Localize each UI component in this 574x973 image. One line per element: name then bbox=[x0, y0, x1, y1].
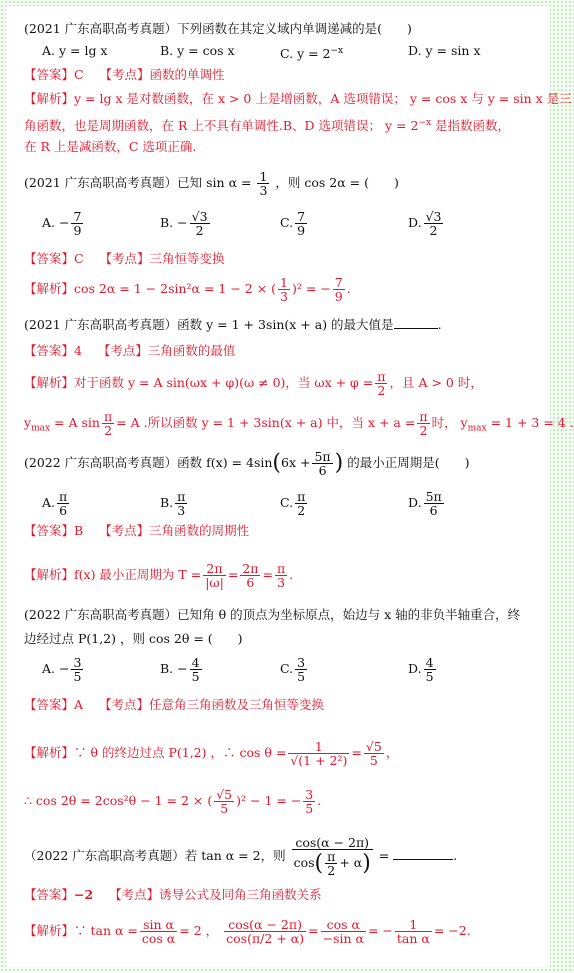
option-fraction bbox=[295, 210, 307, 237]
fraction-denominator: 2 bbox=[297, 503, 306, 518]
q6-answer: −2 bbox=[74, 887, 94, 902]
right-paren: ) bbox=[362, 851, 371, 876]
q4-option-b[interactable] bbox=[160, 490, 189, 517]
q3-stem: (2021 广东高职高考真题）函数 y = 1 + 3sin(x + a) 的最大值是 bbox=[24, 317, 394, 332]
fraction-denominator: 9 bbox=[73, 223, 82, 238]
q3-analysis-line-1 bbox=[24, 370, 536, 397]
point-tag: 【考点】 bbox=[98, 697, 149, 712]
q4-stem-tail: 的最小正周期是( ) bbox=[347, 455, 470, 470]
fraction-numerator: cos α bbox=[321, 918, 366, 932]
fraction-numerator: sin α bbox=[140, 918, 177, 932]
q3-answer: 4 bbox=[74, 343, 82, 358]
fraction-denominator: 3 bbox=[177, 503, 186, 518]
point-tag: 【考点】 bbox=[99, 251, 150, 266]
q1-analysis-line-1 bbox=[24, 90, 572, 108]
q1-answer: C bbox=[74, 67, 84, 82]
q1-point: 函数的单调性 bbox=[149, 67, 225, 82]
option-label: A. − bbox=[42, 215, 70, 230]
q1-option-c[interactable] bbox=[280, 42, 343, 63]
q3-point: 三角函数的最值 bbox=[147, 343, 236, 358]
q6-analysis-fraction-3 bbox=[321, 918, 366, 945]
fraction-denominator: 3 bbox=[277, 575, 286, 590]
subscript: max bbox=[31, 423, 51, 434]
option-label: C. bbox=[280, 215, 294, 230]
q3-analysis-fraction-2 bbox=[102, 410, 114, 437]
q6-analysis-2: = 2 ， bbox=[179, 923, 219, 938]
fraction-denominator: cos(π/2 + α) bbox=[226, 931, 305, 946]
q1-stem: (2021 广东高职高考真题）下列函数在其定义域内单调递减的是( ) bbox=[24, 21, 412, 36]
fraction-numerator: 7 bbox=[334, 275, 343, 290]
q6-analysis-fraction-4 bbox=[395, 918, 432, 945]
fraction-numerator: 1 bbox=[395, 918, 432, 932]
q4-answer-line bbox=[24, 522, 536, 540]
q4-analysis-fraction-1 bbox=[203, 562, 226, 589]
option-label: C. bbox=[280, 495, 294, 510]
option-label: B. − bbox=[160, 661, 188, 676]
fraction-numerator: π bbox=[419, 409, 428, 424]
q2-analysis: cos 2α = 1 − 2sin²α = 1 − 2 × ( bbox=[74, 281, 277, 296]
answer-tag: 【答案】 bbox=[24, 343, 75, 358]
fraction-denominator: 6 bbox=[246, 575, 255, 590]
analysis-tag: 【解析】 bbox=[24, 923, 75, 938]
fraction-denominator: 5 bbox=[297, 669, 306, 684]
q6-point: 诱导公式及同角三角函数关系 bbox=[159, 887, 322, 902]
fraction-denominator: 9 bbox=[297, 223, 306, 238]
q5-options bbox=[24, 656, 536, 692]
q2-option-d[interactable] bbox=[408, 210, 445, 237]
fraction-numerator: 3 bbox=[297, 655, 306, 670]
q3-analysis-line-2 bbox=[24, 409, 574, 438]
q4-answer: B bbox=[74, 523, 84, 538]
fraction-numerator: √3 bbox=[425, 209, 442, 224]
fraction-numerator: cos(α − 2π) bbox=[224, 918, 306, 932]
left-paren: ( bbox=[272, 450, 281, 476]
inner-fraction bbox=[325, 850, 337, 877]
fraction-denominator: 2 bbox=[419, 423, 428, 438]
q5-stem-line-1: (2022 广东高职高考真题）已知角 θ 的顶点为坐标原点，始边与 x 轴的非负半轴重合，终 bbox=[24, 607, 521, 622]
q6-analysis-fraction-1 bbox=[140, 918, 177, 945]
q3-analysis-2d: 时， y bbox=[431, 415, 468, 430]
option-fraction bbox=[175, 490, 187, 517]
point-tag: 【考点】 bbox=[99, 523, 150, 538]
q2-option-b[interactable] bbox=[160, 210, 212, 237]
q3-answer-blank[interactable] bbox=[394, 316, 438, 329]
q1-answer-line bbox=[24, 66, 536, 84]
option-label: D. bbox=[408, 495, 422, 510]
two-digit: 2 bbox=[264, 931, 273, 946]
option-fraction bbox=[71, 210, 83, 237]
fraction-denominator: 3 bbox=[259, 183, 268, 198]
fraction-denominator: 5 bbox=[369, 753, 378, 768]
q5-analysis-fraction-3 bbox=[214, 788, 234, 815]
q2-stem-line bbox=[24, 170, 536, 197]
fraction-numerator: π bbox=[103, 409, 113, 424]
q2-analysis-fraction-1 bbox=[278, 276, 290, 303]
q4-option-a[interactable] bbox=[42, 490, 71, 517]
q6-stem: （2022 广东高职高考真题）若 tan α = 2，则 bbox=[24, 848, 286, 863]
q1-option-d[interactable]: D. y = sin x bbox=[408, 43, 481, 58]
q5-answer-line bbox=[24, 696, 536, 714]
q3-analysis-2e: = 1 + 3 = 4 . bbox=[490, 415, 574, 430]
q4-stem-line bbox=[24, 450, 536, 477]
fraction-numerator: 3 bbox=[73, 655, 82, 670]
fraction-denominator: tan α bbox=[396, 931, 430, 946]
fraction-numerator: π bbox=[59, 489, 68, 504]
q4-analysis-fraction-3 bbox=[275, 562, 287, 589]
option-label: D. bbox=[408, 661, 422, 676]
fraction-denominator: 9 bbox=[334, 289, 343, 304]
fraction-denominator: −sin α bbox=[322, 931, 364, 946]
q6-analysis-line: 【解析】∵ tan α = $\frac{\text{sin α}}{\text{cos α}}$ = 2 ， $\frac{\cos(\alpha - 2\pi)}{\cos(\pi/2 + \alpha)}$ = $\frac{\text{cos α}}{\text{−sin α}}$ = − $\frac{1}{\text{tan α}}$ = −2. bbox=[24, 917, 471, 946]
q1-analysis-1: y = lg x 是对数函数，在 x > 0 上是增函数，A 选项错误； y = cos x 与 y = sin x 是三 bbox=[74, 91, 572, 106]
q1-option-b[interactable]: B. y = cos x bbox=[160, 43, 235, 58]
fraction-numerator: 4 bbox=[191, 655, 200, 670]
q1-analysis-2-exp: −x bbox=[418, 118, 432, 128]
point-tag: 【考点】 bbox=[99, 67, 150, 82]
q2-option-c[interactable] bbox=[280, 210, 309, 237]
fraction-numerator: 1 bbox=[280, 275, 288, 290]
fraction-denominator: 6 bbox=[318, 463, 327, 478]
q2-analysis-mid: )² = − bbox=[291, 281, 331, 296]
fraction-numerator: 4 bbox=[425, 655, 434, 670]
q1-analysis-line-3: 在 R 上是减函数，C 选项正确. bbox=[24, 139, 197, 154]
q3-stem-line: (2021 广东高职高考真题）函数 y = 1 + 3sin(x + a) 的最大值是 . bbox=[24, 317, 442, 332]
q3-analysis-fraction-3 bbox=[417, 410, 429, 437]
option-fraction bbox=[190, 656, 202, 683]
point-tag: 【考点】 bbox=[97, 343, 148, 358]
q2-stem: (2021 广东高职高考真题）已知 sin α = bbox=[24, 175, 252, 190]
option-fraction bbox=[295, 490, 307, 517]
answer-tag: 【答案】 bbox=[24, 523, 75, 538]
q1-option-a[interactable]: A. y = lg x bbox=[42, 43, 108, 58]
option-label: B. − bbox=[160, 215, 188, 230]
q1-option-c-exp: −x bbox=[330, 46, 344, 56]
q3-analysis-2b: = A sin bbox=[54, 415, 100, 430]
fraction-numerator: cos(α − 2π) bbox=[292, 836, 373, 850]
q5-analysis-fraction-2 bbox=[364, 740, 384, 767]
option-fraction bbox=[424, 656, 436, 683]
q5-analysis-1: ∵ θ 的终边过点 P(1,2) ，∴ cos θ = bbox=[74, 745, 287, 760]
q6-analysis-fraction-2 bbox=[224, 918, 306, 945]
q5-analysis-fraction-1 bbox=[288, 740, 349, 767]
option-label: D. bbox=[408, 215, 422, 230]
q5-stem-line-2: 边经过点 P(1,2) ，则 cos 2θ = ( ) bbox=[24, 631, 243, 646]
fraction-denominator: 5 bbox=[305, 801, 314, 816]
q2-analysis-line: 【解析】cos 2α = 1 − 2sin²α = 1 − 2 × ( $\frac{1}{3}$ )² = − $\frac{7}{9}$ . bbox=[24, 275, 351, 304]
q6-analysis-1: ∵ tan α = bbox=[74, 923, 138, 938]
q5-option-c[interactable] bbox=[280, 656, 309, 683]
fraction-denominator: 6 bbox=[59, 503, 68, 518]
analysis-tag: 【解析】 bbox=[24, 281, 75, 296]
q4-analysis-fraction-2 bbox=[240, 562, 260, 589]
q1-analysis-2-tail: 是指数函数， bbox=[435, 118, 511, 134]
q2-answer: C bbox=[74, 251, 84, 266]
q3-analysis-2: y bbox=[24, 415, 32, 430]
fraction-denominator: 3 bbox=[280, 289, 288, 304]
fraction-denominator: |ω| bbox=[205, 575, 224, 590]
fraction-numerator: 1 bbox=[259, 169, 268, 184]
q4-stem-inner: 6x + bbox=[281, 455, 311, 470]
option-fraction bbox=[295, 656, 307, 683]
fraction-numerator: 1 bbox=[288, 740, 349, 754]
fraction-denominator: cos α bbox=[141, 931, 176, 946]
q5-analysis-line-2: ∴ cos 2θ = 2cos²θ − 1 = 2 × ( $\frac{√5}{5}$ )² − 1 = − $\frac{3}{5}$ . bbox=[24, 787, 322, 816]
fraction-denominator: √(1 + 2²) bbox=[290, 753, 348, 768]
q4-point: 三角函数的周期性 bbox=[149, 523, 250, 538]
q5-analysis-2: ∴ cos 2θ = 2cos²θ − 1 = 2 × ( bbox=[24, 793, 213, 808]
right-paren: ) bbox=[334, 450, 344, 476]
q1-analysis-line-2 bbox=[24, 114, 536, 135]
point-tag: 【考点】 bbox=[109, 887, 160, 902]
q1-option-c-base: C. y = 2 bbox=[280, 46, 331, 62]
q6-stem-line: （2022 广东高职高考真题）若 tan α = 2，则 cos(α − 2π) cos( $\frac{\pi}{2}$ + α) = . bbox=[24, 835, 458, 878]
q3-analysis-2c: = A .所以函数 y = 1 + 3sin(x + a) 中，当 x + a = bbox=[116, 415, 416, 430]
q1-analysis-2: 角函数，也是周期函数，在 R 上不具有单调性.B、D 选项错误； y = 2 bbox=[24, 118, 419, 134]
analysis-tag: 【解析】 bbox=[24, 91, 75, 106]
q5-analysis-line-1: 【解析】∵ θ 的终边过点 P(1,2) ，∴ cos θ = $\frac{1}{\text{√(1 + 2²)}}$ = $\frac{√5}{5}$ ， bbox=[24, 739, 399, 768]
q4-option-c[interactable] bbox=[280, 490, 309, 517]
cos-label: cos bbox=[293, 855, 315, 870]
q3-analysis-1-tail: ，且 A > 0 时， bbox=[389, 375, 483, 390]
fraction-numerator: π bbox=[327, 849, 336, 864]
option-label: C. bbox=[280, 661, 294, 676]
fraction-denominator: 5 bbox=[191, 669, 200, 684]
fraction-denominator: 5 bbox=[425, 669, 434, 684]
fraction-numerator: 3 bbox=[305, 787, 314, 802]
fraction-denominator: 5 bbox=[73, 669, 82, 684]
q4-option-d[interactable] bbox=[408, 490, 446, 517]
answer-tag: 【答案】 bbox=[24, 67, 75, 82]
q4-analysis-line: 【解析】f(x) 最小正周期为 T = $\frac{2\pi}{|\omega|}$ = $\frac{2\pi}{6}$ = $\frac{\pi}{3}$ . bbox=[24, 561, 294, 590]
analysis-tag: 【解析】 bbox=[24, 375, 75, 390]
q2-analysis-fraction-2 bbox=[333, 276, 345, 303]
fraction-denominator: 5 bbox=[220, 801, 229, 816]
q5-answer: A bbox=[74, 697, 84, 712]
option-label: A. − bbox=[42, 661, 70, 676]
q6-answer-line bbox=[24, 886, 536, 904]
q2-stem-tail: ，则 cos 2α = ( ) bbox=[275, 175, 399, 190]
q4-options bbox=[24, 490, 536, 526]
analysis-tag: 【解析】 bbox=[24, 745, 75, 760]
q4-analysis: f(x) 最小正周期为 T = bbox=[74, 567, 202, 582]
q5-option-b[interactable] bbox=[160, 656, 204, 683]
answer-tag: 【答案】 bbox=[24, 251, 75, 266]
fraction-denominator: 2 bbox=[195, 223, 204, 238]
q5-option-a[interactable] bbox=[42, 656, 85, 683]
fraction-denominator: 2 bbox=[104, 423, 113, 438]
fraction-numerator: 7 bbox=[73, 209, 82, 224]
option-fraction bbox=[424, 490, 444, 517]
q6-stem-fraction bbox=[292, 836, 373, 877]
fraction-denominator: 2 bbox=[327, 863, 336, 878]
fraction-numerator: π bbox=[177, 489, 186, 504]
fraction-numerator: π bbox=[297, 489, 306, 504]
fraction-numerator: √3 bbox=[191, 209, 208, 224]
option-label: A. bbox=[42, 495, 56, 510]
left-paren: ( bbox=[314, 851, 324, 876]
cos-label: cos bbox=[226, 931, 248, 946]
q4-stem-fraction bbox=[312, 450, 332, 477]
option-fraction bbox=[71, 656, 83, 683]
fraction-numerator: π bbox=[276, 561, 286, 576]
q2-stem-fraction bbox=[257, 170, 269, 197]
fraction-denominator: 6 bbox=[429, 503, 438, 518]
fraction-numerator: 5π bbox=[314, 449, 331, 464]
answer-tag: 【答案】 bbox=[24, 697, 75, 712]
q5-option-d[interactable] bbox=[408, 656, 438, 683]
fraction-numerator: 2π bbox=[242, 561, 259, 576]
q3-answer-line bbox=[24, 342, 536, 360]
fraction-numerator: 7 bbox=[297, 209, 306, 224]
q5-analysis-2-mid: )² − 1 = − bbox=[236, 793, 302, 808]
q6-analysis-tail: = −2 bbox=[433, 923, 467, 938]
pi-symbol: π bbox=[251, 931, 261, 946]
option-label: B. bbox=[160, 495, 174, 510]
answer-tag: 【答案】 bbox=[24, 887, 75, 902]
subscript: max bbox=[467, 423, 487, 434]
analysis-tag: 【解析】 bbox=[24, 567, 75, 582]
plus-alpha: + α bbox=[276, 931, 300, 946]
q2-answer-line bbox=[24, 250, 536, 268]
fraction-denominator: 2 bbox=[377, 383, 386, 398]
plus-alpha: + α bbox=[339, 855, 363, 870]
q2-option-a[interactable] bbox=[42, 210, 85, 237]
fraction-numerator: 5π bbox=[425, 489, 442, 504]
fraction-numerator: 2π bbox=[203, 562, 226, 576]
option-fraction bbox=[190, 210, 210, 237]
fraction-numerator: π bbox=[377, 369, 386, 384]
q3-analysis-fraction-1 bbox=[375, 370, 387, 397]
q2-options bbox=[24, 210, 536, 246]
fraction-numerator: √5 bbox=[216, 787, 233, 802]
q2-point: 三角恒等变换 bbox=[149, 251, 225, 266]
q4-stem: (2022 广东高职高考真题）函数 f(x) = 4sin bbox=[24, 455, 273, 470]
fraction-denominator: 2 bbox=[429, 223, 438, 238]
q5-analysis-fraction-4 bbox=[303, 788, 315, 815]
option-fraction bbox=[57, 490, 69, 517]
fraction-numerator: √5 bbox=[365, 739, 382, 754]
q3-analysis-1: 对于函数 y = A sin(ωx + φ)(ω ≠ 0)，当 ωx + φ = bbox=[74, 375, 374, 390]
q6-answer-blank[interactable] bbox=[393, 847, 453, 860]
fraction-denominator bbox=[292, 850, 373, 877]
q5-point: 任意角三角函数及三角恒等变换 bbox=[148, 697, 324, 712]
q1-options bbox=[24, 42, 536, 64]
worksheet-page bbox=[6, 6, 574, 967]
option-fraction bbox=[424, 210, 444, 237]
